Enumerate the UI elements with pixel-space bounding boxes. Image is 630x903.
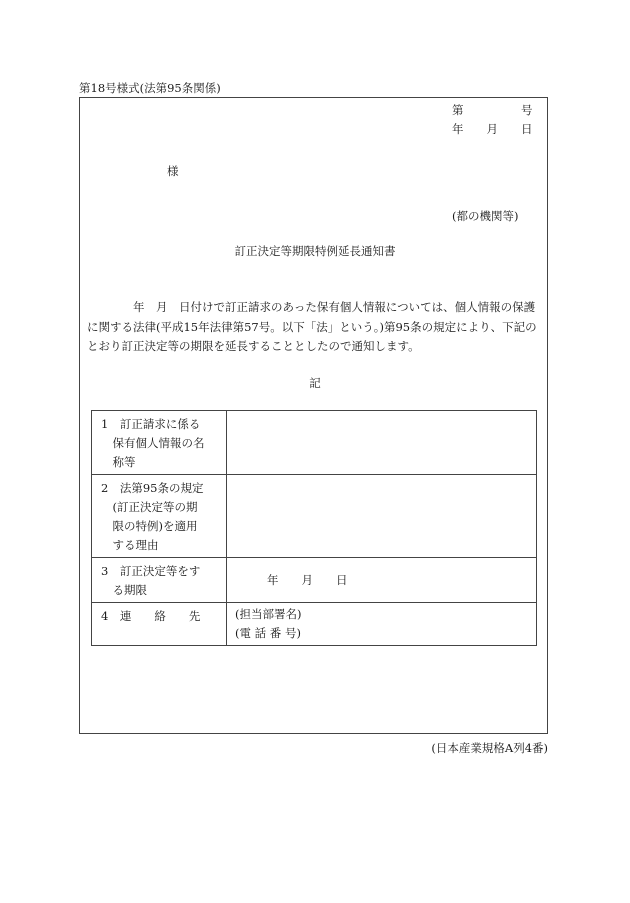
label-line: 限の特例)を適用 [101, 519, 198, 533]
row-label [92, 558, 227, 603]
reason-field[interactable] [227, 475, 537, 558]
label-line: 称等 [101, 455, 136, 469]
contact-department: (担当部署名) [235, 607, 302, 621]
document-number: 第 号 [452, 103, 533, 117]
label-line: 2 法第95条の規定 [101, 481, 204, 495]
contact-field[interactable] [227, 603, 537, 646]
label-line: 1 訂正請求に係る [101, 417, 201, 431]
notice-body-line: とおり訂正決定等の期限を延長することとしたので通知します。 [87, 339, 420, 353]
row-label [92, 475, 227, 558]
label-line: 3 訂正決定等をす [101, 564, 201, 578]
row-label [92, 411, 227, 475]
form-number-label: 第18号様式(法第95条関係) [79, 81, 221, 95]
row-label [92, 603, 227, 646]
addressee: 様 [167, 164, 179, 178]
deadline-field[interactable] [227, 558, 537, 603]
details-table [91, 410, 537, 646]
label-line: (訂正決定等の期 [101, 500, 198, 514]
notice-body-line: 年 月 日付けで訂正請求のあった保有個人情報については、個人情報の保護 [87, 300, 536, 314]
label-line: る期限 [101, 583, 147, 597]
table-row [92, 475, 537, 558]
label-line: 4 連 絡 先 [101, 609, 201, 623]
table-row [92, 411, 537, 475]
label-line: 保有個人情報の名 [101, 436, 205, 450]
label-line: する理由 [101, 538, 159, 552]
paper-size-note: (日本産業規格A列4番) [431, 741, 548, 755]
request-info-field[interactable] [227, 411, 537, 475]
document-title: 訂正決定等期限特例延長通知書 [234, 244, 396, 258]
document-date: 年 月 日 [452, 122, 533, 136]
notice-body-line: に関する法律(平成15年法律第57号。以下「法」という。)第95条の規定により、下記の [87, 319, 537, 334]
notice-body [87, 298, 547, 357]
issuing-agency: (都の機関等) [452, 209, 519, 223]
contact-phone: (電 話 番 号) [235, 626, 301, 640]
table-row [92, 558, 537, 603]
deadline-date: 年 月 日 [267, 572, 348, 587]
ki-heading: 記 [309, 376, 321, 390]
table-row [92, 603, 537, 646]
